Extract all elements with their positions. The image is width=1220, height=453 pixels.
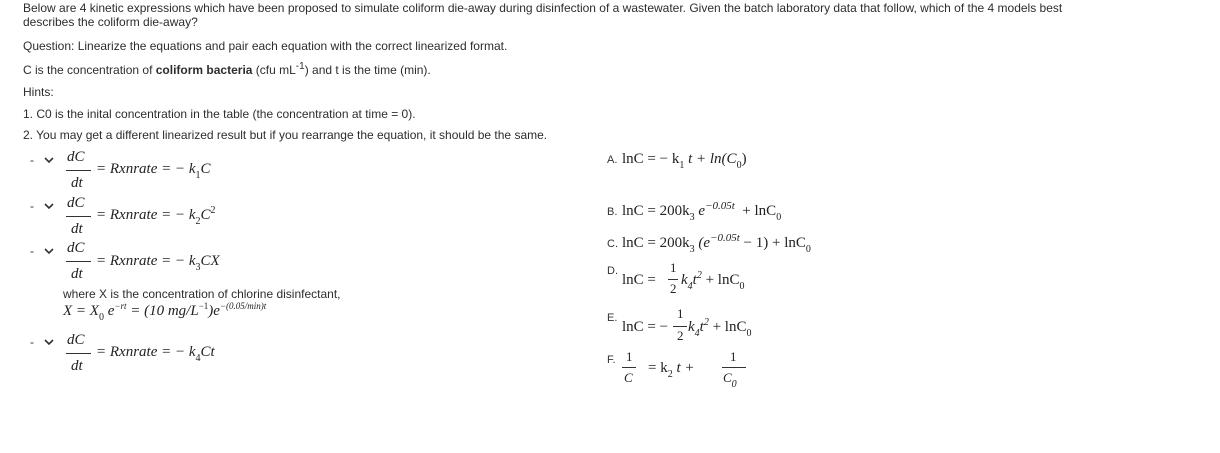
chevron-down-icon (44, 337, 54, 347)
equation-4-select[interactable]: - (27, 333, 57, 350)
equation-3-select[interactable]: - (27, 242, 57, 259)
intro-line-2: describes the coliform die-away? (23, 15, 198, 29)
chevron-down-icon (44, 201, 54, 211)
coliform-bold: coliform bacteria (155, 63, 253, 77)
chevron-down-icon (44, 246, 54, 256)
hint-2: 2. You may get a different linearized result but if you rearrange the equation, it should be the same. (23, 128, 548, 142)
equation-1-select[interactable]: - (27, 151, 57, 168)
c-definition: C is the concentration of coliform bacteria (cfu $mL^{-1}$) and t is the time (min). (23, 61, 431, 77)
chlorine-note: where X is the concentration of chlorine disinfectant, (63, 287, 341, 301)
equation-2-select[interactable]: - (27, 197, 57, 214)
intro-line-1: Below are 4 kinetic expressions which have been proposed to simulate coliform die-away during disinfection of a wastewater. Given the batch laboratory data that follow, which of the 4 models best (23, 1, 1063, 15)
hint-1: 1. C0 is the inital concentration in the table (the concentration at time = 0). (23, 107, 416, 121)
hints-label: Hints: (23, 85, 54, 99)
chevron-down-icon (44, 155, 54, 165)
chlorine-equation: $X = X_0$ $e^{-rt} = (10$ $mg/L^{-1})e^{-(0.05/min)t}$ (63, 301, 267, 323)
question-text: Question: Linearize the equations and pair each equation with the correct linearized format. (23, 39, 508, 53)
